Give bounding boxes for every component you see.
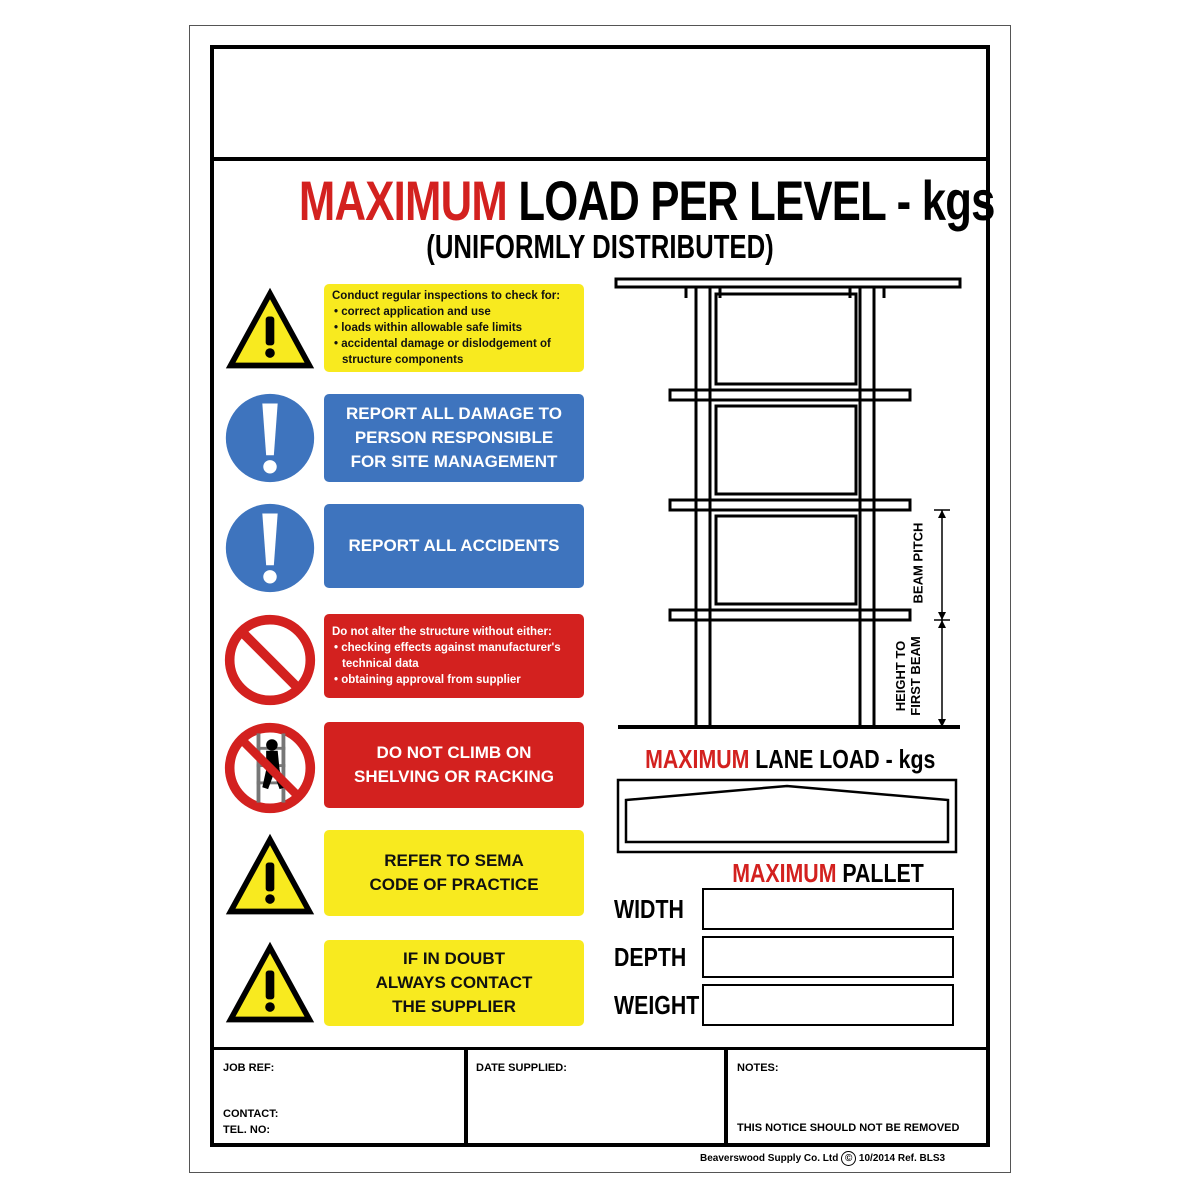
job-ref-label: JOB REF: — [223, 1062, 275, 1074]
inspection-heading: Conduct regular inspections to check for: — [332, 290, 561, 302]
pallet-weight-label: WEIGHT — [614, 990, 700, 1020]
report-accidents-text: REPORT ALL ACCIDENTS — [348, 536, 560, 555]
inspection-item: • loads within allowable safe limits — [334, 322, 523, 334]
copyright-icon: © — [841, 1151, 856, 1166]
mandatory-exclamation-icon — [222, 390, 318, 486]
pallet-weight-field[interactable] — [702, 984, 954, 1026]
pallet-width-label: WIDTH — [614, 894, 684, 924]
inspection-item: • accidental damage or dislodgement of — [334, 338, 551, 350]
pallet-depth-field[interactable] — [702, 936, 954, 978]
do-not-climb-line: SHELVING OR RACKING — [354, 767, 554, 786]
main-title-rest: LOAD PER LEVEL - kgs — [518, 169, 995, 232]
pallet-title — [723, 858, 933, 889]
pallet-rest: PALLET — [842, 858, 924, 888]
if-in-doubt-line: THE SUPPLIER — [392, 997, 516, 1016]
pallet-width-field[interactable] — [702, 888, 954, 930]
lane-load-box — [616, 778, 958, 854]
sub-title: (UNIFORMLY DISTRIBUTED) — [426, 228, 774, 265]
lane-load-title — [645, 744, 936, 775]
report-damage-panel — [324, 394, 584, 482]
notes-label: NOTES: — [737, 1062, 779, 1074]
height-label-line: FIRST BEAM — [908, 636, 923, 716]
report-damage-line: FOR SITE MANAGEMENT — [350, 452, 558, 471]
do-not-alter-item: • checking effects against manufacturer's — [334, 642, 561, 654]
do-not-alter-heading: Do not alter the structure without either: — [332, 626, 552, 638]
main-title — [298, 168, 995, 233]
date-supplied-label: DATE SUPPLIED: — [476, 1062, 567, 1074]
credit-line — [700, 1151, 945, 1166]
prohibition-icon — [222, 612, 318, 708]
refer-sema-panel — [324, 830, 584, 916]
inspection-item: • correct application and use — [334, 306, 491, 318]
if-in-doubt-panel — [324, 940, 584, 1026]
mandatory-exclamation-icon — [222, 500, 318, 596]
date-supplied-cell[interactable] — [468, 1050, 724, 1143]
supplier-credit: Beaverswood Supply Co. Ltd — [700, 1153, 839, 1164]
job-ref-cell[interactable] — [214, 1050, 464, 1143]
inspection-panel — [324, 284, 584, 372]
do-not-alter-item: technical data — [342, 658, 419, 670]
lane-load-highlight: MAXIMUM — [645, 744, 750, 774]
warning-triangle-icon — [222, 936, 318, 1032]
pallet-highlight: MAXIMUM — [732, 858, 837, 888]
tel-label: TEL. NO: — [223, 1124, 271, 1136]
height-to-first-beam-label — [893, 616, 923, 736]
refer-sema-line: CODE OF PRACTICE — [369, 875, 539, 894]
blank-header-box — [214, 49, 986, 161]
notes-cell[interactable] — [728, 1050, 986, 1143]
do-not-climb-line: DO NOT CLIMB ON — [376, 743, 532, 762]
no-climbing-icon — [222, 720, 318, 816]
if-in-doubt-line: IF IN DOUBT — [403, 949, 505, 968]
if-in-doubt-line: ALWAYS CONTACT — [375, 973, 533, 992]
height-label-line: HEIGHT TO — [893, 640, 908, 712]
notice-text: THIS NOTICE SHOULD NOT BE REMOVED — [737, 1122, 960, 1134]
do-not-alter-item: • obtaining approval from supplier — [334, 674, 521, 686]
pallet-depth-label: DEPTH — [614, 942, 687, 972]
warning-triangle-icon — [222, 828, 318, 924]
lane-load-rest: LANE LOAD - kgs — [755, 744, 936, 774]
report-damage-line: PERSON RESPONSIBLE — [354, 428, 554, 447]
inspection-item: structure components — [342, 354, 464, 366]
report-accidents-panel — [324, 504, 584, 588]
beam-pitch-label: BEAM PITCH — [910, 522, 926, 604]
reference-code: 10/2014 Ref. BLS3 — [858, 1153, 946, 1164]
contact-label: CONTACT: — [223, 1108, 279, 1120]
refer-sema-line: REFER TO SEMA — [384, 851, 524, 870]
warning-triangle-icon — [222, 282, 318, 378]
do-not-climb-panel — [324, 722, 584, 808]
report-damage-line: REPORT ALL DAMAGE TO — [346, 404, 562, 423]
main-title-highlight: MAXIMUM — [298, 169, 507, 232]
do-not-alter-panel — [324, 614, 584, 698]
